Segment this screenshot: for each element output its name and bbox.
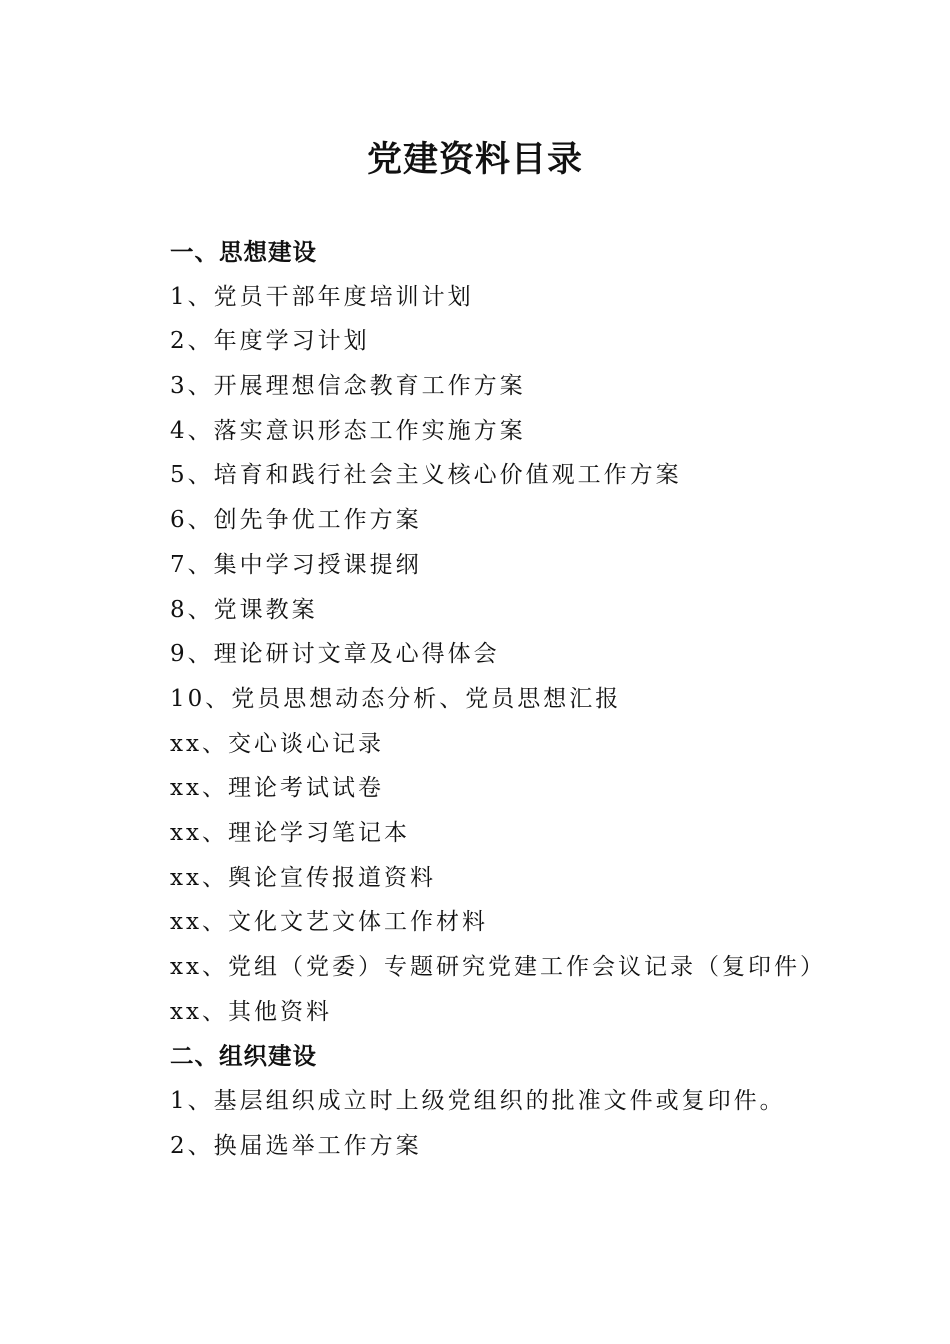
list-item: xx、文化文艺文体工作材料 — [170, 909, 488, 936]
document-title: 党建资料目录 — [366, 139, 583, 180]
list-item: 10、党员思想动态分析、党员思想汇报 — [170, 685, 622, 712]
list-item: 6、创先争优工作方案 — [170, 507, 422, 534]
section-heading: 一、思想建设 — [170, 238, 317, 266]
list-item: xx、理论考试试卷 — [170, 775, 384, 802]
list-item: 7、集中学习授课提纲 — [170, 551, 422, 578]
list-item: 1、基层组织成立时上级党组织的批准文件或复印件。 — [170, 1088, 786, 1115]
section-heading: 二、组织建设 — [170, 1042, 317, 1071]
list-item: xx、交心谈心记录 — [170, 730, 384, 757]
list-item: 9、理论研讨文章及心得体会 — [170, 641, 500, 668]
list-item: 2、换届选举工作方案 — [170, 1132, 422, 1159]
list-item: xx、理论学习笔记本 — [170, 819, 410, 846]
list-item: 2、年度学习计划 — [170, 328, 370, 355]
list-item: 5、培育和践行社会主义核心价值观工作方案 — [170, 462, 682, 489]
list-item: xx、其他资料 — [170, 998, 332, 1025]
list-item: 8、党课教案 — [170, 596, 318, 623]
document-body — [170, 230, 870, 1168]
list-item: 3、开展理想信念教育工作方案 — [170, 373, 526, 400]
list-item: xx、舆论宣传报道资料 — [170, 864, 436, 891]
list-item: 4、落实意识形态工作实施方案 — [170, 417, 526, 444]
list-item: xx、党组（党委）专题研究党建工作会议记录（复印件） — [170, 954, 826, 980]
list-item: 1、党员干部年度培训计划 — [170, 283, 474, 310]
